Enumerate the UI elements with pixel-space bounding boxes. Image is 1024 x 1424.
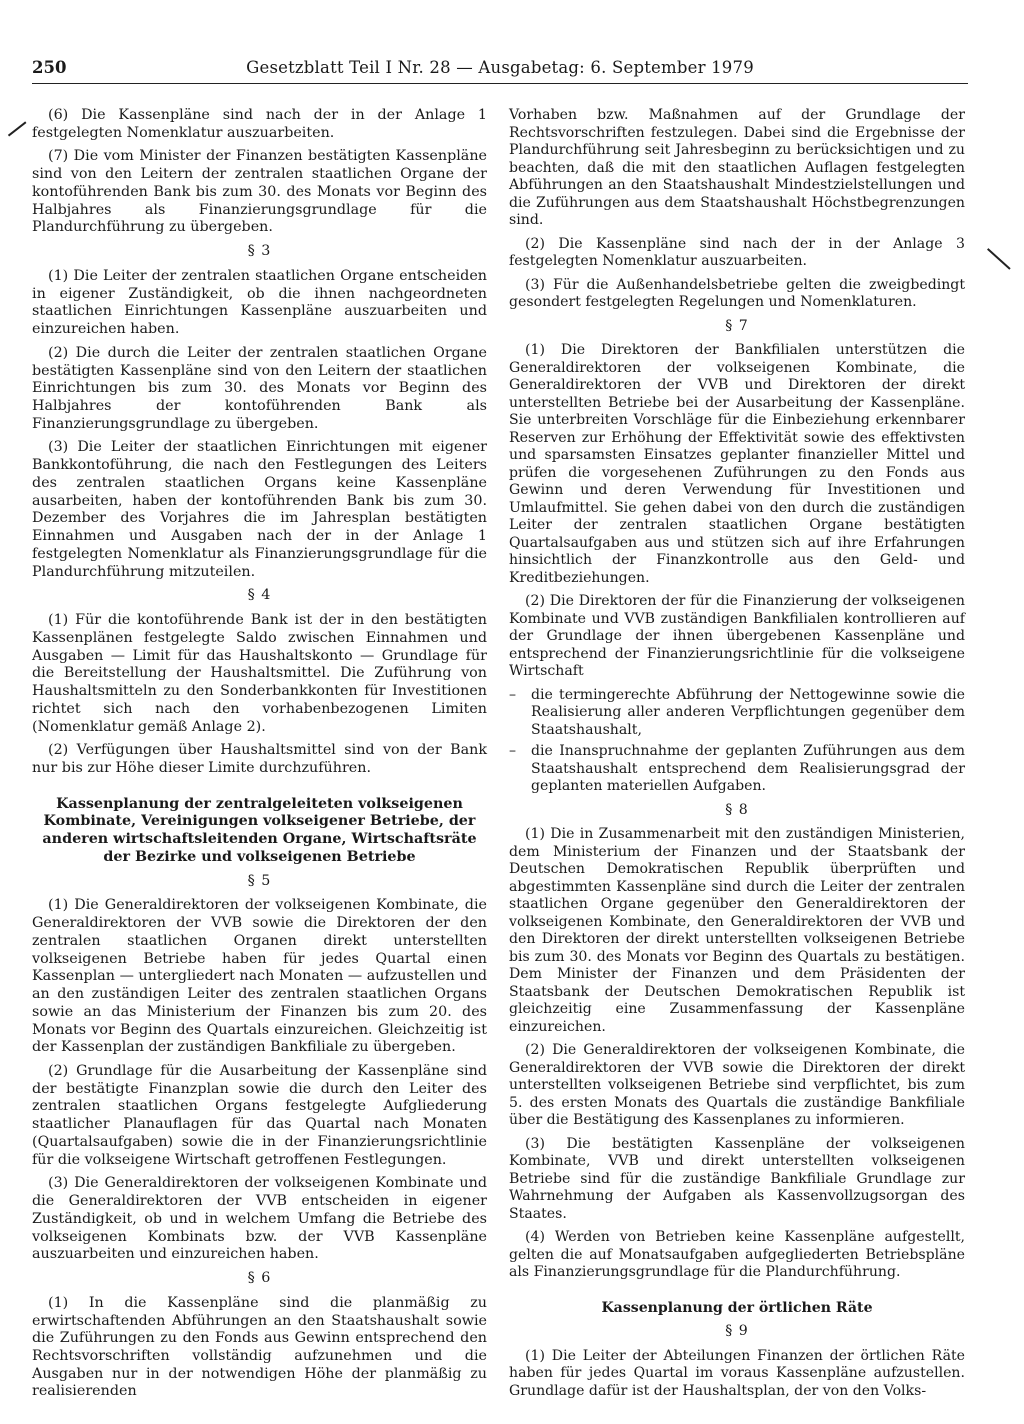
paragraph: (1) Die Leiter der Abteilungen Finanzen der örtlichen Räte haben für jedes Quartal im voraus Kassenpläne aufzustellen. Grundlage dafür ist der Haushaltsplan, der von den Volks- (509, 1347, 965, 1399)
section-number: § 8 (725, 801, 749, 818)
paragraph: (2) Die Kassenpläne sind nach der in der Anlage 3 festgelegten Nomenklatur auszuarbeiten. (509, 235, 965, 269)
section-number: § 3 (247, 243, 272, 260)
paragraph: (1) Für die kontoführende Bank ist der in den bestätigten Kassenplänen festgelegte Saldo zwischen Einnahmen und Ausgaben — Limit für das Haushaltskonto — Grundlage für die Bereitstellung der Haushaltsmittel. Die Zuführung von Haushaltsmitteln zu den Sonderbankkonten für Investitionen richtet sich nach den vorhabenbezogenen Limiten (Nomenklatur gemäß Anlage 2). (32, 612, 487, 735)
page-header (32, 58, 968, 84)
paragraph: (7) Die vom Minister der Finanzen bestätigten Kassenpläne sind von den Leitern der zentralen staatlichen Organe der kontoführenden Bank bis zum 30. des Monats vor Beginn des Halbjahres als Finanzierungsgrundlage für die Plandurchführung zu übergeben. (32, 148, 487, 236)
section-number: § 9 (725, 1323, 749, 1339)
paragraph: (2) Die Direktoren der für die Finanzierung der volkseigenen Kombinate und VVB zuständigen Bankfilialen kontrollieren auf der Grundlage der ihnen übergebenen Kassenpläne und entsprechend der Finanzierungsrichtlinie für die volkseigene Wirtschaft (509, 593, 965, 679)
paragraph: (6) Die Kassenpläne sind nach der in der Anlage 1 festgelegten Nomenklatur auszuarbeiten. (32, 107, 487, 141)
paragraph: (3) Die Generaldirektoren der volkseigenen Kombinate und die Generaldirektoren der VVB entscheiden in eigener Zuständigkeit, ob und in welchem Umfang die Betriebe des volkseigenen Kombinats bzw. der VVB Kassenpläne auszuarbeiten und einzureichen haben. (32, 1175, 487, 1263)
list-item: – die Inanspruchnahme der geplanten Zuführungen aus dem Staatshaushalt entsprechend dem Realisierungsgrad der geplanten materiellen Aufgaben. (509, 743, 965, 796)
paragraph: (4) Werden von Betrieben keine Kassenpläne aufgestellt, gelten die auf Monatsaufgaben aufgegliederten Betriebspläne als Finanzierungsgrundlage für die Plandurchführung. (509, 1229, 965, 1280)
paragraph: (2) Grundlage für die Ausarbeitung der Kassenpläne sind der bestätigte Finanzplan sowie die durch den Leiter des zentralen staatlichen Organs festgelegte Aufgliederung staatlicher Planauflagen für das Quartal nach Monaten (Quartalsaufgaben) sowie die in der Finanzierungsrichtlinie für die volkseigene Wirtschaft getroffenen Festlegungen. (32, 1062, 487, 1168)
running-head: Gesetzblatt Teil I Nr. 28 — Ausgabetag: 6. September 1979 (246, 58, 754, 77)
list-item: – die termingerechte Abführung der Nettogewinne sowie die Realisierung aller anderen Verpflichtungen gegenüber dem Staatshaushalt, (509, 687, 965, 740)
paragraph: (3) Die Leiter der staatlichen Einrichtungen mit eigener Bankkontoführung, die nach den Festlegungen des Leiters des zentralen staatlichen Organs keine Kassenpläne ausarbeiten, haben der kontoführenden Bank bis zum 30. Dezember des Vorjahres die im Jahresplan bestätigten Einnahmen und Ausgaben nach der in der Anlage 1 festgelegten Nomenklatur als Finanzierungsgrundlage für die Plandurchführung mitzuteilen. (32, 439, 487, 580)
margin-mark-right (987, 248, 1010, 269)
section-number: § 4 (247, 587, 272, 604)
paragraph: (2) Die Generaldirektoren der volkseigenen Kombinate, die Generaldirektoren der VVB sowie die Direktoren der direkt unterstellten volkseigenen Betriebe sind verpflichtet, bis zum 5. des ersten Monats des Quartals die zuständige Bankfiliale über die Bestätigung des Kassenplanes zu informieren. (509, 1042, 965, 1128)
section-number: § 7 (725, 317, 749, 334)
paragraph: (2) Die durch die Leiter der zentralen staatlichen Organe bestätigten Kassenpläne sind von den Leitern der staatlichen Einrichtungen bis zum 30. des Monats vor Beginn des Halbjahres der kontoführenden Bank als Finanzierungsgrundlage zu übergeben. (32, 344, 487, 432)
paragraph: (1) In die Kassenpläne sind die planmäßig zu erwirtschaftenden Abführungen an den Staatshaushalt sowie die Zuführungen zu den Fonds aus Gewinn entsprechend den Rechtsvorschriften vollständig aufzunehmen und die Ausgaben nur in der notwendigen Höhe der planmäßig zu realisierenden (32, 1294, 487, 1400)
margin-mark-left (8, 121, 26, 136)
paragraph: (3) Die bestätigten Kassenpläne der volkseigenen Kombinate, VVB und direkt unterstellten volkseigenen Betriebe sind für die zuständige Bankfiliale Grundlage zur Wahrnehmung der Aufgaben als Kassenvollzugsorgan des Staates. (509, 1135, 965, 1222)
paragraph: (1) Die Leiter der zentralen staatlichen Organe entscheiden in eigener Zuständigkeit, ob die ihnen nachgeordneten staatlichen Einrichtungen Kassenpläne auszuarbeiten und einzureichen haben. (32, 267, 487, 338)
section-heading: Kassenplanung der örtlichen Räte (601, 1299, 873, 1316)
paragraph: (1) Die Direktoren der Bankfilialen unterstützen die Generaldirektoren der volkseigenen Kombinate, die Generaldirektoren der VVB und Direktoren der direkt unterstellten Betriebe bei der Ausarbeitung der Kassenpläne. Sie unterbreiten Vorschläge für die Einbeziehung erkennbarer Reserven zur Erhöhung der Effektivität sowie des effektivsten und sparsamsten Einsatzes geplanter finanzieller Mittel und prüfen die vorgesehenen Zuführungen zu den Fonds aus Gewinn und deren Verwendung für Investitionen und Umlaufmittel. Sie gehen dabei von den durch die zuständigen Leiter der zentralen staatlichen Organe bestätigten Quartalsaufgaben aus und stützen sich auf ihre Erfahrungen hinsichtlich der Finanzkontrolle aus den Geld- und Kreditbeziehungen. (509, 342, 965, 586)
section-number: § 5 (247, 872, 272, 889)
section-number: § 6 (247, 1270, 272, 1287)
paragraph: (1) Die Generaldirektoren der volkseigenen Kombinate, die Generaldirektoren der VVB sowie die Direktoren der den zentralen staatlichen Organen direkt unterstellten volkseigenen Betriebe haben für jedes Quartal einen Kassenplan — untergliedert nach Monaten — aufzustellen und an den zuständigen Leiter des zentralen staatlichen Organs sowie an das Ministerium der Finanzen bis zum 20. des Monats vor Beginn des Quartals einzureichen. Gleichzeitig ist der Kassenplan der zuständigen Bankfiliale zu übergeben. (32, 897, 487, 1056)
continued-paragraph: Vorhaben bzw. Maßnahmen auf der Grundlage der Rechtsvorschriften festzulegen. Dabei sind die Ergebnisse der Plandurchführung seit Jahresbeginn zu berücksichtigen und zu beachten, daß die mit den staatlichen Auflagen festgelegten Abführungen an den Staatshaushalt Mindestzielstellungen und die Zuführungen aus dem Staatshaushalt Höchstbegrenzungen sind. (509, 107, 965, 228)
paragraph: (3) Für die Außenhandelsbetriebe gelten die zweigbedingt gesondert festgelegten Regelungen und Nomenklaturen. (509, 276, 965, 310)
paragraph: (2) Verfügungen über Haushaltsmittel sind von der Bank nur bis zur Höhe dieser Limite durchzuführen. (32, 742, 487, 776)
section-heading: Kassenplanung der zentralgeleiteten volkseigenen Kombinate, Vereinigungen volkseigener Betriebe, der anderen wirtschaftsleitenden Organe, Wirtschaftsräte der Bezirke und volkseigenen Betriebe (42, 795, 477, 865)
dash-list (509, 687, 965, 796)
right-column (509, 107, 965, 1406)
left-column (32, 107, 487, 1407)
page-number: 250 (32, 58, 67, 77)
paragraph: (1) Die in Zusammenarbeit mit den zuständigen Ministerien, dem Ministerium der Finanzen und der Staatsbank der Deutschen Demokratischen Republik überprüften und abgestimmten Kassenpläne sind durch die Leiter der zentralen staatlichen Organe gegenüber den Generaldirektoren der volkseigenen Kombinate, den Generaldirektoren der VVB und den Direktoren der direkt unterstellten volkseigenen Betriebe bis zum 30. des Monats vor Beginn des Quartals zu bestätigen. Dem Minister der Finanzen und dem Präsidenten der Staatsbank der Deutschen Demokratischen Republik ist gleichzeitig eine Zusammenfassung der Kassenpläne einzureichen. (509, 826, 965, 1035)
